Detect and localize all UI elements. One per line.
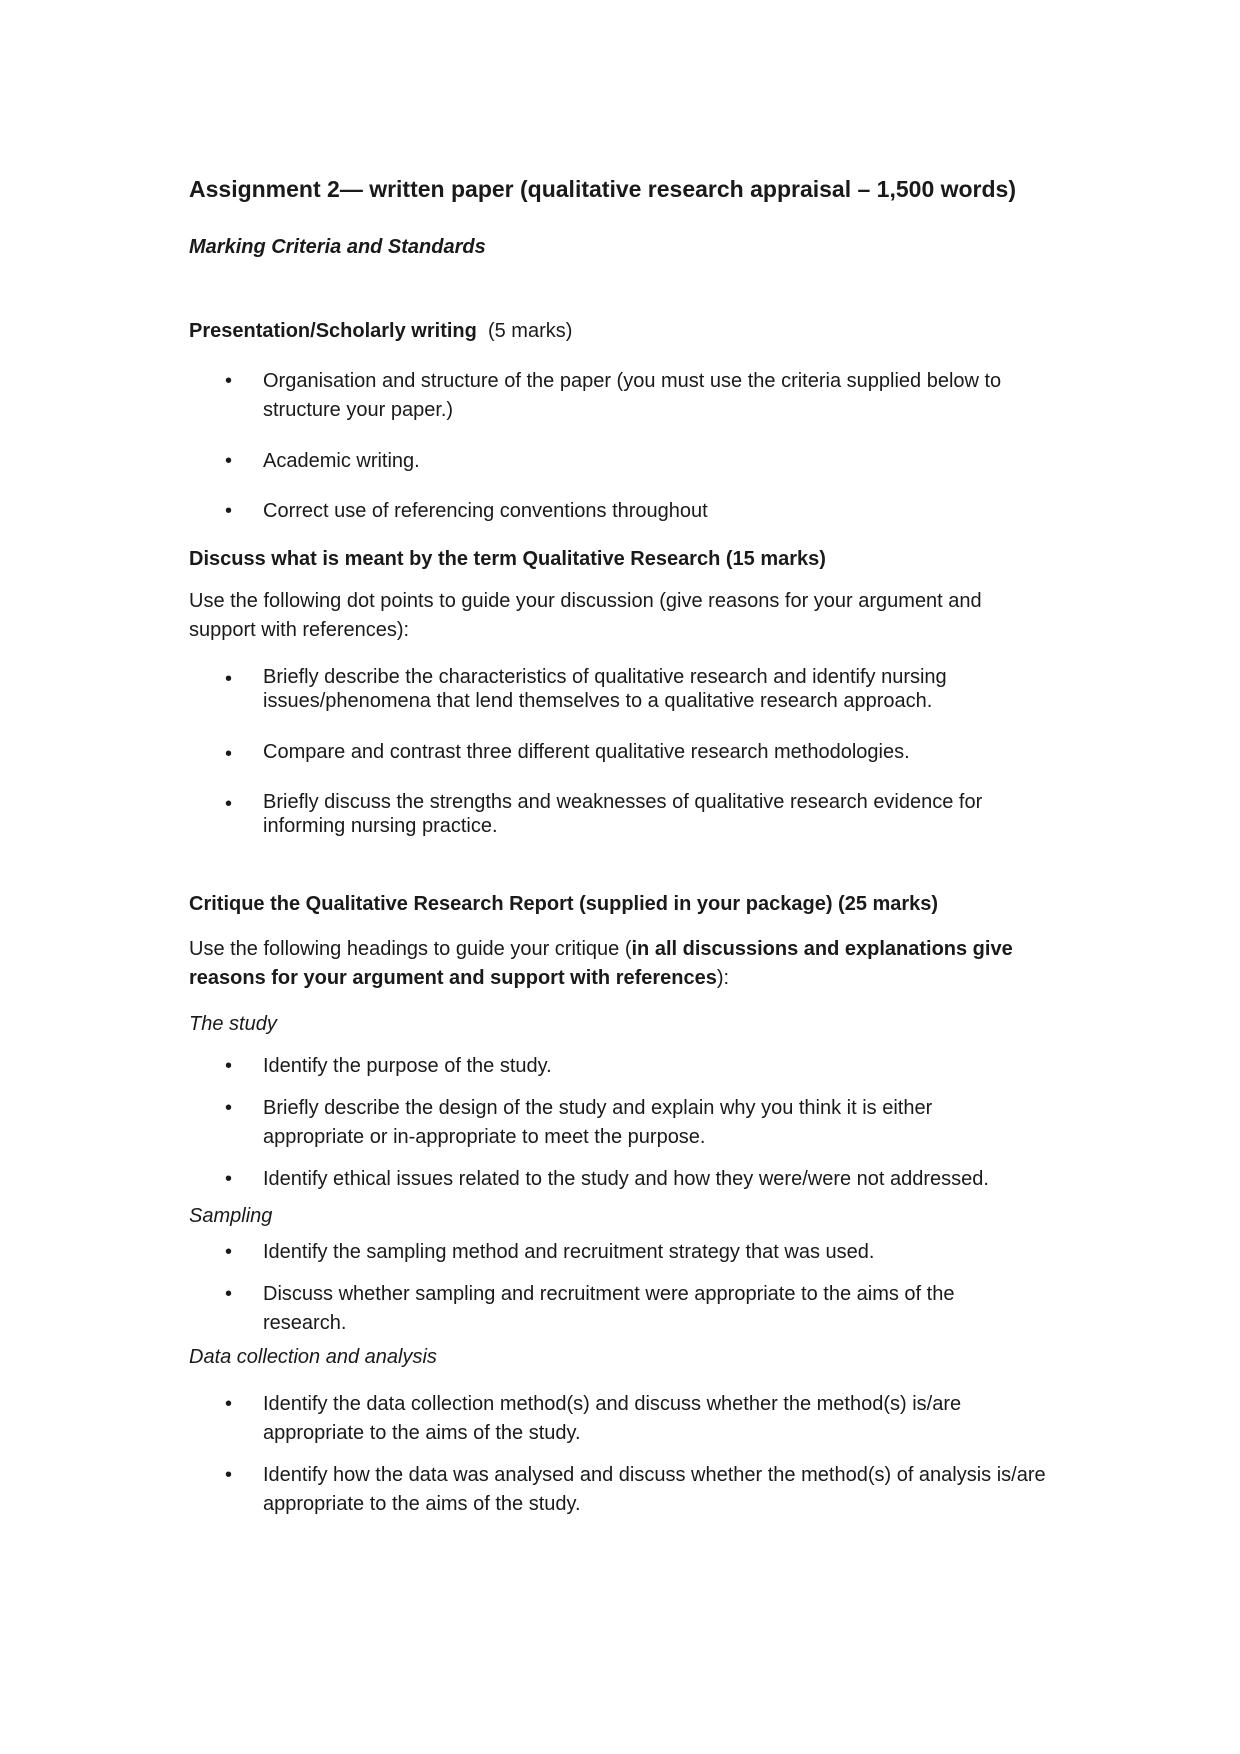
- study-bullet-3: Identify ethical issues related to the study and how they were/were not addressed.: [263, 1168, 989, 1190]
- bullet-icon: •: [225, 793, 233, 815]
- study-bullet-2: Briefly describe the design of the study and explain why you think it is either appropriate or in-appropriate to meet the purpose.: [263, 1097, 933, 1148]
- bullet-icon: •: [225, 1097, 233, 1119]
- bullet-icon: •: [225, 668, 233, 690]
- sampling-label: Sampling: [189, 1205, 273, 1227]
- presentation-bullet-3: Correct use of referencing conventions throughout: [263, 500, 708, 522]
- discuss-bullet-1: Briefly describe the characteristics of qualitative research and identify nursing issues/phenomena that lend themselves to a qualitative research approach.: [263, 666, 947, 712]
- bullet-icon: •: [225, 1393, 233, 1415]
- bullet-icon: •: [225, 743, 233, 765]
- critique-heading: Critique the Qualitative Research Report (supplied in your package) (25 marks): [189, 893, 939, 915]
- study-bullet-1: Identify the purpose of the study.: [263, 1055, 552, 1077]
- presentation-heading: [189, 320, 572, 343]
- bullet-icon: •: [225, 370, 233, 392]
- critique-intro: [189, 935, 1069, 993]
- bullet-icon: •: [225, 1464, 233, 1486]
- critique-intro-bold: in all discussions and explanations give reasons for your argument and support with references: [189, 938, 1013, 989]
- critique-intro-start: Use the following headings to guide your critique (: [189, 938, 632, 960]
- page-subtitle: Marking Criteria and Standards: [189, 236, 486, 258]
- bullet-icon: •: [225, 450, 233, 472]
- bullet-icon: •: [225, 1168, 233, 1190]
- data-label: Data collection and analysis: [189, 1346, 437, 1368]
- sampling-bullet-2: Discuss whether sampling and recruitment were appropriate to the aims of the research.: [263, 1283, 955, 1334]
- study-label: The study: [189, 1013, 277, 1035]
- sampling-bullet-1: Identify the sampling method and recruitment strategy that was used.: [263, 1241, 875, 1263]
- data-bullet-2: Identify how the data was analysed and discuss whether the method(s) of analysis is/are appropriate to the aims of the study.: [263, 1464, 1046, 1515]
- bullet-icon: •: [225, 1241, 233, 1263]
- critique-intro-end: ):: [716, 967, 730, 989]
- data-bullet-1: Identify the data collection method(s) and discuss whether the method(s) is/are appropriate to the aims of the study.: [263, 1393, 962, 1444]
- bullet-icon: •: [225, 500, 233, 522]
- discuss-bullet-3: Briefly discuss the strengths and weaknesses of qualitative research evidence for informing nursing practice.: [263, 791, 983, 837]
- page-title: Assignment 2— written paper (qualitative research appraisal – 1,500 words): [189, 176, 1017, 202]
- bullet-icon: •: [225, 1283, 233, 1305]
- presentation-marks: (5 marks): [487, 320, 573, 342]
- bullet-icon: •: [225, 1055, 233, 1077]
- discuss-intro: Use the following dot points to guide your discussion (give reasons for your argument and support with references):: [189, 590, 982, 641]
- presentation-heading-text: Presentation/Scholarly writing: [189, 320, 477, 342]
- discuss-bullet-2: Compare and contrast three different qualitative research methodologies.: [263, 741, 910, 763]
- discuss-heading: Discuss what is meant by the term Qualitative Research (15 marks): [189, 548, 826, 570]
- presentation-bullet-1: Organisation and structure of the paper (you must use the criteria supplied below to structure your paper.): [263, 370, 1002, 421]
- presentation-bullet-2: Academic writing.: [263, 450, 420, 472]
